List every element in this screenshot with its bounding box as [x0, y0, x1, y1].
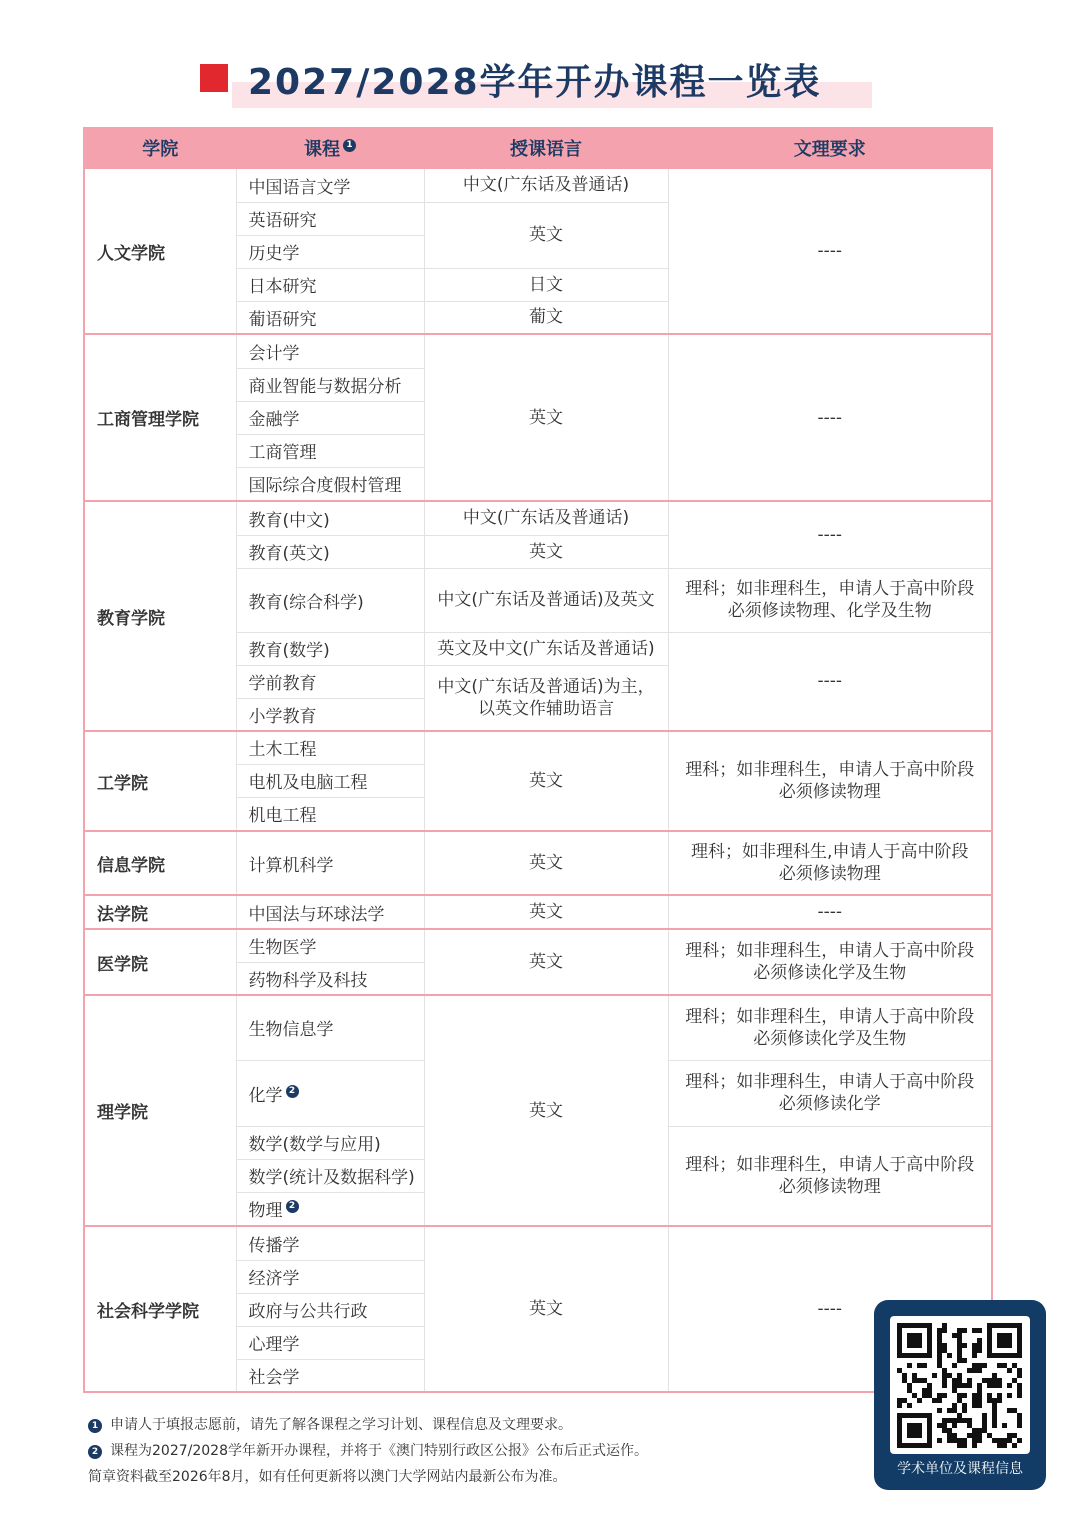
header-language: 授课语言: [424, 128, 668, 168]
course-cell: 中国语言文学: [236, 168, 424, 202]
header-course: [236, 128, 424, 168]
course-label: 物理: [248, 1201, 283, 1222]
course-cell: 英语研究: [236, 202, 424, 235]
requirement-line: 理科；如非理科生，申请人于高中阶段: [685, 1154, 975, 1175]
language-cell: 英文: [424, 202, 668, 268]
language-cell: 中文(广东话及普通话)及英文: [424, 568, 668, 632]
language-cell: 英文: [424, 334, 668, 501]
college-fed: 教育学院: [84, 501, 236, 731]
header-requirement: 文理要求: [668, 128, 992, 168]
title-block: [0, 58, 1080, 118]
requirement-cell: ----: [668, 895, 992, 929]
course-cell: 政府与公共行政: [236, 1293, 424, 1326]
language-cell: 英文: [424, 731, 668, 831]
requirement-line: 理科；如非理科生，申请人于高中阶段: [685, 760, 975, 780]
course-cell: [236, 1060, 424, 1126]
footnote-1: [88, 1412, 648, 1438]
course-cell: 生物信息学: [236, 995, 424, 1060]
table-row: [84, 995, 992, 1060]
requirement-cell: [668, 929, 992, 995]
qr-label: 学术单位及课程信息: [897, 1461, 1023, 1477]
language-line: 以英文作辅助语言: [478, 698, 614, 719]
language-cell: 日文: [424, 268, 668, 301]
course-cell: 历史学: [236, 235, 424, 268]
requirement-cell: ----: [668, 334, 992, 501]
table-row: [84, 831, 992, 895]
qr-code-graphic: [890, 1316, 1030, 1454]
requirement-line: 理科；如非理科生，申请人于高中阶段: [685, 1072, 975, 1092]
requirement-line: 必须修读物理: [778, 782, 881, 802]
language-cell: 中文(广东话及普通话): [424, 168, 668, 202]
footnotes: [88, 1412, 648, 1490]
course-cell: 学前教育: [236, 665, 424, 698]
language-cell: 英文: [424, 929, 668, 995]
language-cell: 英文: [424, 535, 668, 568]
requirement-cell: ----: [668, 1226, 992, 1392]
requirement-line: 必须修读物理、化学及生物: [727, 601, 932, 621]
course-cell: 会计学: [236, 334, 424, 368]
course-cell: 小学教育: [236, 698, 424, 731]
footnote-2-badge: 2: [88, 1445, 102, 1459]
requirement-line: 理科；如非理科生,申请人于高中阶段: [691, 842, 969, 862]
course-label: 化学: [248, 1085, 283, 1106]
table-row: [84, 334, 992, 368]
course-cell: 中国法与环球法学: [236, 895, 424, 929]
page-title: 2027/2028学年开办课程一览表: [248, 62, 822, 103]
language-cell: 英文及中文(广东话及普通话): [424, 632, 668, 665]
course-cell: 经济学: [236, 1260, 424, 1293]
course-cell: 教育(数学): [236, 632, 424, 665]
requirement-cell: [668, 1060, 992, 1126]
requirement-cell: [668, 1126, 992, 1226]
college-fah: 人文学院: [84, 168, 236, 334]
course-cell: 土木工程: [236, 731, 424, 764]
course-cell: 机电工程: [236, 797, 424, 831]
qr-code-icon[interactable]: [890, 1316, 1030, 1454]
course-cell: 国际综合度假村管理: [236, 467, 424, 501]
course-cell: 电机及电脑工程: [236, 764, 424, 797]
requirement-cell: [668, 568, 992, 632]
course-cell: 心理学: [236, 1326, 424, 1359]
course-cell: 教育(中文): [236, 501, 424, 535]
footnote-1-marker: 1: [343, 139, 356, 152]
requirement-line: 理科；如非理科生，申请人于高中阶段: [685, 579, 975, 599]
college-fss: 社会科学学院: [84, 1226, 236, 1392]
course-cell: 金融学: [236, 401, 424, 434]
requirement-cell: [668, 731, 992, 831]
course-cell: 计算机科学: [236, 831, 424, 895]
course-cell: 生物医学: [236, 929, 424, 962]
requirement-cell: [668, 831, 992, 895]
course-cell: 工商管理: [236, 434, 424, 467]
requirement-cell: ----: [668, 501, 992, 568]
language-cell: 英文: [424, 831, 668, 895]
table-row: [84, 731, 992, 764]
language-cell: [424, 665, 668, 731]
college-fhs: 医学院: [84, 929, 236, 995]
course-cell: 教育(英文): [236, 535, 424, 568]
course-cell: 数学(统计及数据科学): [236, 1159, 424, 1192]
qr-card[interactable]: [874, 1300, 1046, 1490]
requirement-line: 必须修读物理: [778, 1176, 881, 1197]
requirement-cell: ----: [668, 168, 992, 334]
course-table: [83, 127, 993, 1393]
table-row: [84, 168, 992, 202]
course-cell: [236, 1192, 424, 1226]
language-cell: 中文(广东话及普通话): [424, 501, 668, 535]
footnote-2-marker: 2: [286, 1200, 299, 1213]
college-fst: 工学院: [84, 731, 236, 831]
table-row: [84, 895, 992, 929]
course-cell: 葡语研究: [236, 301, 424, 334]
college-fba: 工商管理学院: [84, 334, 236, 501]
language-cell: 英文: [424, 1226, 668, 1392]
college-fsc: 理学院: [84, 995, 236, 1226]
footnote-2: [88, 1438, 648, 1464]
course-cell: 教育(综合科学): [236, 568, 424, 632]
table-header-row: [84, 128, 992, 168]
header-college: 学院: [84, 128, 236, 168]
footnote-2-text: 课程为2027/2028学年新开办课程，并将于《澳门特别行政区公报》公布后正式运作。: [110, 1443, 648, 1459]
requirement-line: 必须修读化学及生物: [753, 963, 907, 983]
college-fll: 法学院: [84, 895, 236, 929]
header-course-label: 课程: [304, 139, 340, 160]
language-cell: 英文: [424, 995, 668, 1226]
requirement-line: 必须修读化学及生物: [753, 1028, 907, 1049]
course-cell: 数学(数学与应用): [236, 1126, 424, 1159]
college-ist: 信息学院: [84, 831, 236, 895]
requirement-line: 理科；如非理科生，申请人于高中阶段: [685, 941, 975, 961]
course-cell: 日本研究: [236, 268, 424, 301]
requirement-line: 必须修读物理: [778, 864, 881, 884]
course-cell: 药物科学及科技: [236, 962, 424, 995]
language-cell: 英文: [424, 895, 668, 929]
course-cell: 商业智能与数据分析: [236, 368, 424, 401]
requirement-line: 理科；如非理科生，申请人于高中阶段: [685, 1006, 975, 1027]
footnote-3: 简章资料截至2026年8月，如有任何更新将以澳门大学网站内最新公布为准。: [88, 1469, 567, 1485]
title-red-square: [200, 64, 228, 92]
requirement-line: 必须修读化学: [778, 1094, 881, 1114]
footnote-2-marker: 2: [286, 1085, 299, 1098]
footnote-1-badge: 1: [88, 1419, 102, 1433]
requirement-cell: ----: [668, 632, 992, 731]
table-row: [84, 501, 992, 535]
language-cell: 葡文: [424, 301, 668, 334]
course-cell: 社会学: [236, 1359, 424, 1392]
course-cell: 传播学: [236, 1226, 424, 1260]
table-row: [84, 1226, 992, 1260]
table-row: [84, 929, 992, 962]
language-line: 中文(广东话及普通话)为主，: [437, 676, 655, 697]
requirement-cell: [668, 995, 992, 1060]
footnote-1-text: 申请人于填报志愿前，请先了解各课程之学习计划、课程信息及文理要求。: [110, 1417, 572, 1433]
